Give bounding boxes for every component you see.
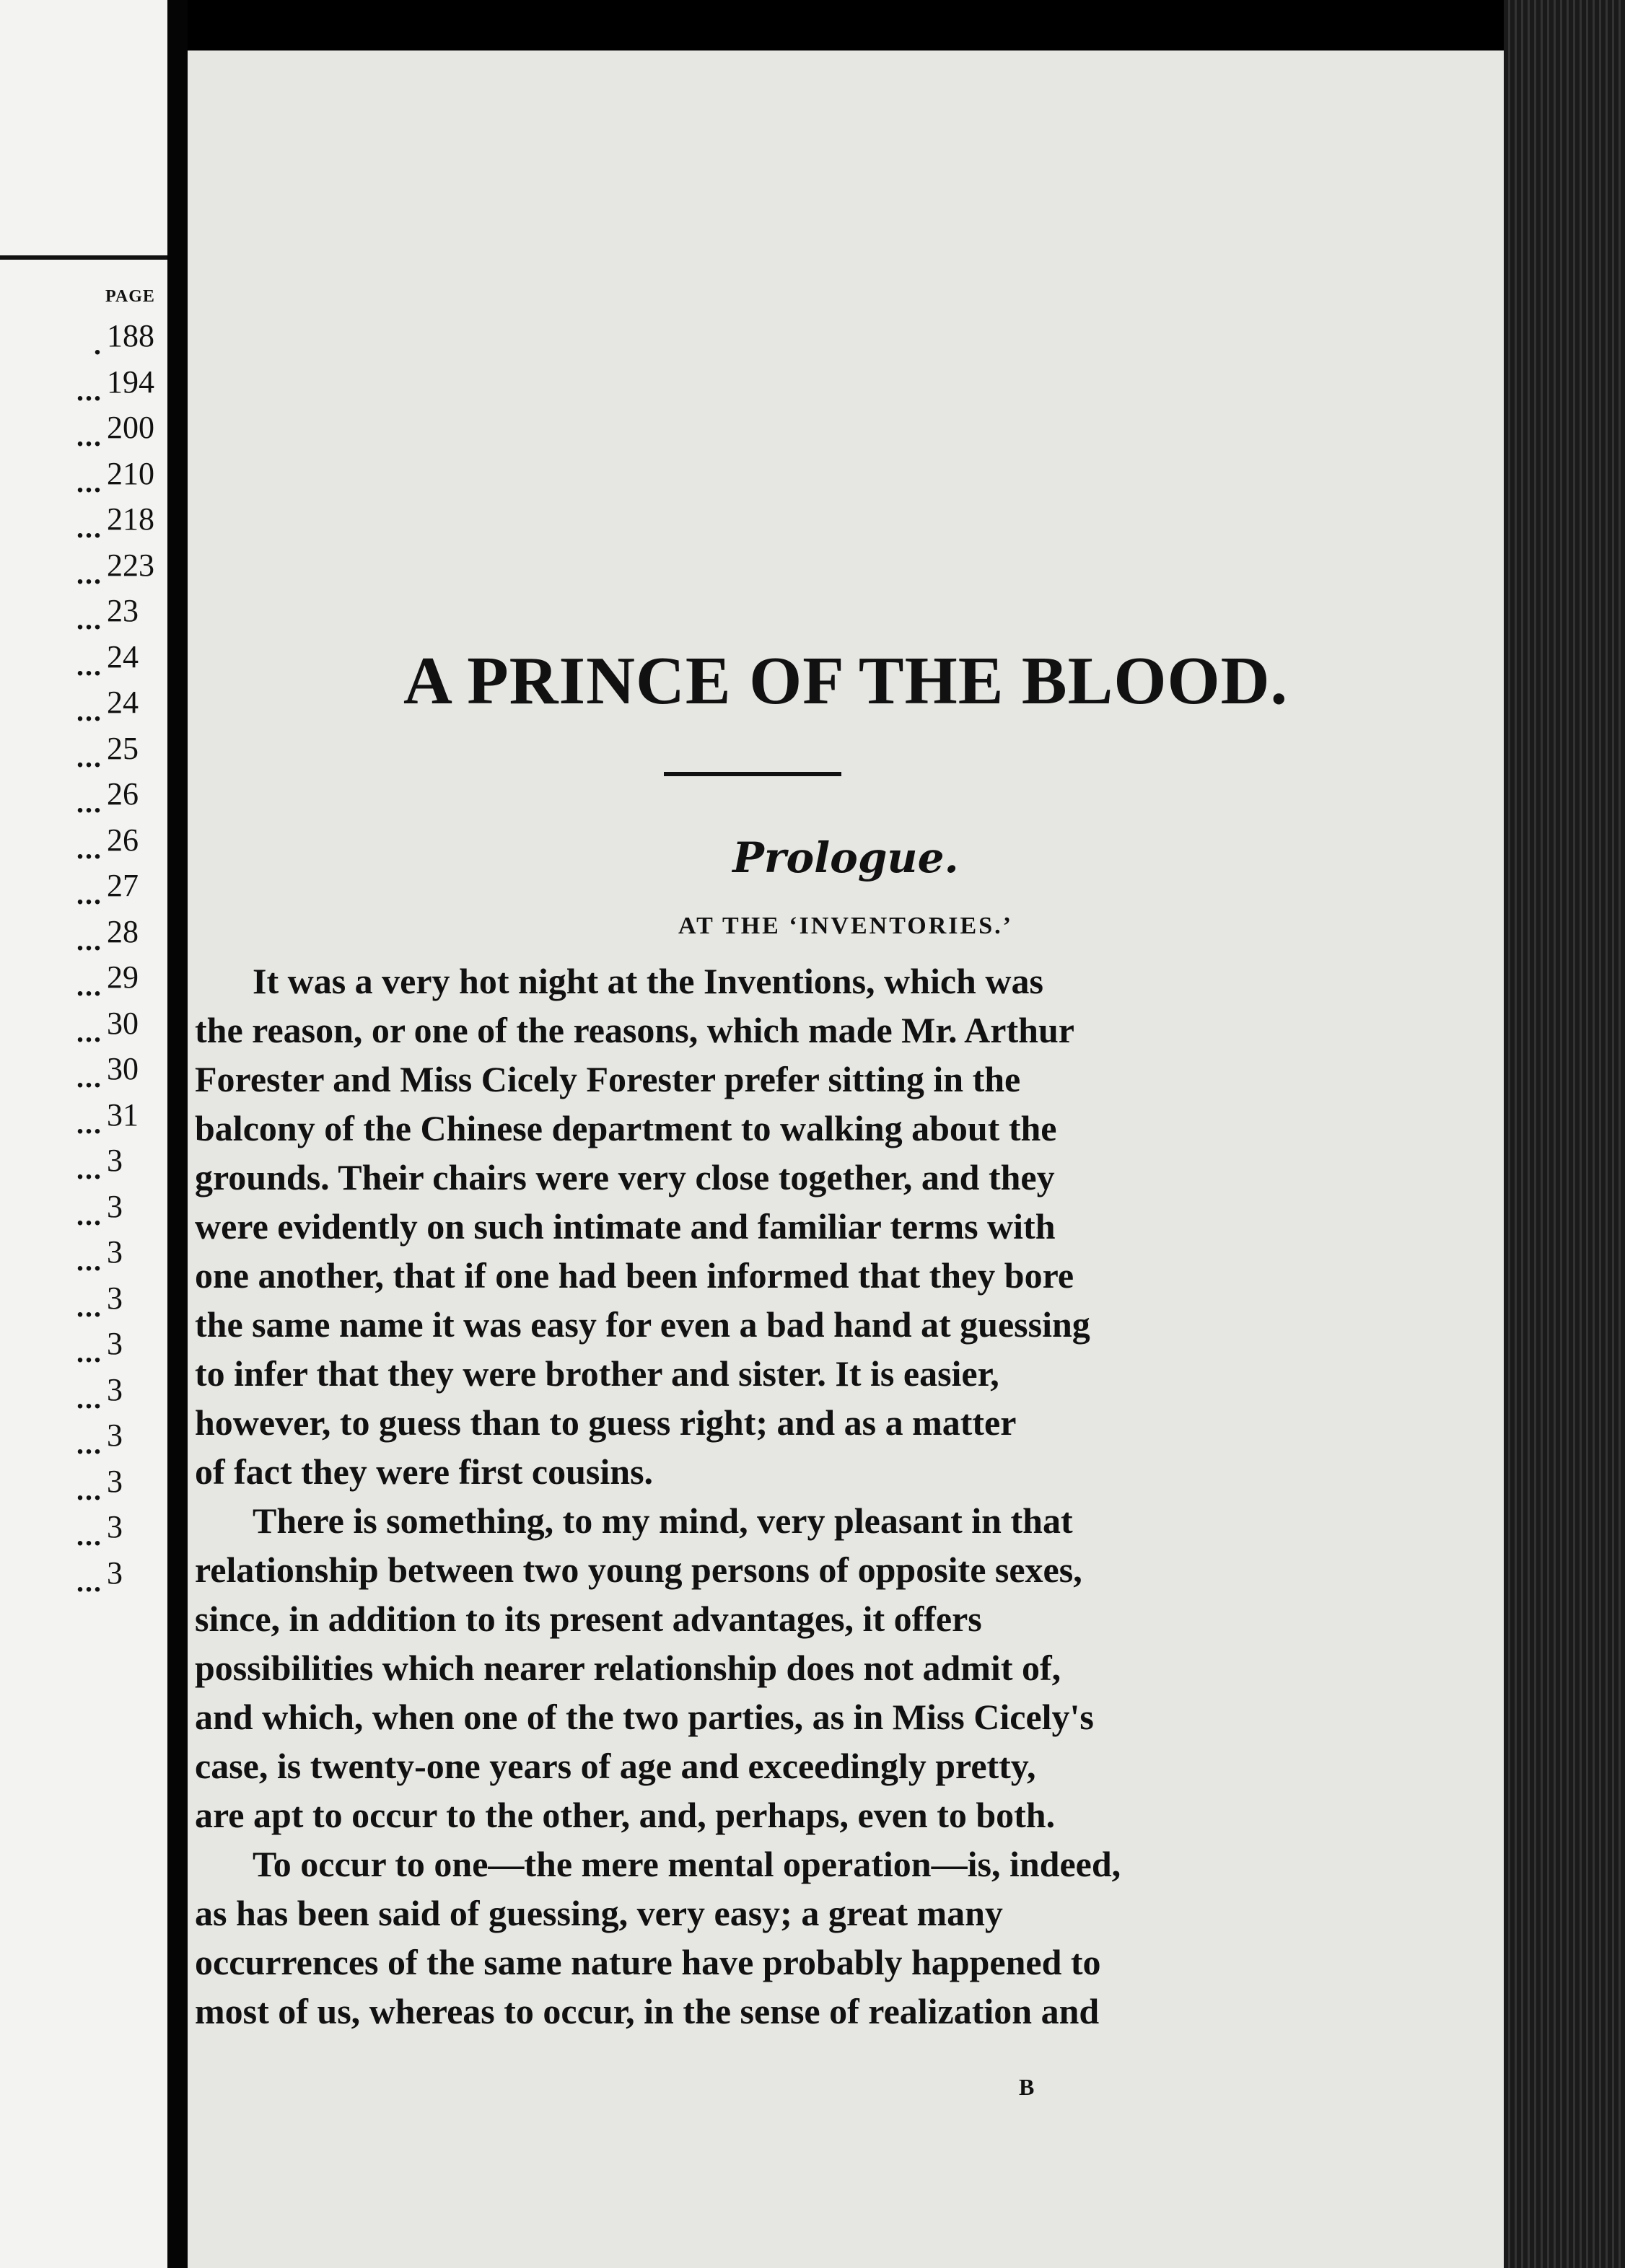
- text-line: since, in addition to its present advantages, it offers: [195, 1599, 982, 1639]
- page-edges: [1504, 0, 1625, 2268]
- leader-dots: ...: [76, 1336, 102, 1368]
- leader-dots: ...: [76, 786, 102, 819]
- text-line: balcony of the Chinese department to walking about the: [195, 1108, 1057, 1148]
- page-number: 30: [107, 1051, 139, 1086]
- contents-entry: [0, 501, 167, 551]
- page-column-label: PAGE: [105, 287, 155, 306]
- contents-entry: [0, 822, 167, 872]
- text-line: the reason, or one of the reasons, which made Mr. Arthur: [195, 1010, 1074, 1050]
- page-number: 3: [107, 1280, 123, 1316]
- text-line: most of us, whereas to occur, in the sense of realization and: [195, 1991, 1100, 2031]
- text-line: the same name it was easy for even a bad hand at guessing: [195, 1304, 1090, 1345]
- page-number: 3: [107, 1234, 123, 1270]
- contents-entry: [0, 1188, 167, 1239]
- leader-dots: ...: [76, 832, 102, 865]
- contents-entry: [0, 455, 167, 506]
- contents-entry: [0, 1050, 167, 1101]
- text-line: were evidently on such intimate and familiar terms with: [195, 1206, 1056, 1247]
- text-line: to infer that they were brother and sister. It is easier,: [195, 1353, 999, 1394]
- leader-dots: ...: [76, 1107, 102, 1140]
- page-number: 24: [107, 638, 139, 674]
- leader-dots: .: [94, 328, 102, 361]
- text-line: possibilities which nearer relationship does not admit of,: [195, 1648, 1061, 1688]
- contents-entry: [0, 1005, 167, 1055]
- text-line: one another, that if one had been informed that they bore: [195, 1255, 1074, 1296]
- leader-dots: ...: [76, 740, 102, 773]
- page-number: 210: [107, 455, 154, 491]
- leader-dots: ...: [76, 511, 102, 544]
- text-line: case, is twenty-one years of age and exceedingly pretty,: [195, 1746, 1036, 1786]
- contents-entry: [0, 1096, 167, 1147]
- text-line: as has been said of guessing, very easy; a great many: [195, 1893, 1003, 1933]
- contents-entry: [0, 959, 167, 1009]
- book-title: A PRINCE OF THE BLOOD.: [403, 643, 1288, 718]
- chapter-heading: AT THE ‘INVENTORIES.’: [678, 913, 1013, 939]
- contents-entry: [0, 1371, 167, 1422]
- contents-entry: [0, 409, 167, 460]
- page-number: 24: [107, 685, 139, 720]
- leader-dots: ...: [76, 649, 102, 682]
- page-number: 223: [107, 547, 154, 583]
- page-number: 31: [107, 1096, 139, 1133]
- section-heading: Prologue.: [732, 833, 959, 882]
- contents-entry: [0, 592, 167, 643]
- leader-dots: ...: [76, 374, 102, 407]
- contents-entry: [0, 867, 167, 918]
- contents-entry: [0, 364, 167, 414]
- page-number: 188: [107, 318, 154, 353]
- leader-dots: ...: [76, 420, 102, 452]
- leader-dots: ...: [76, 1565, 102, 1598]
- contents-entry: [0, 317, 167, 368]
- contents-entry: [0, 1555, 167, 1605]
- contents-entry: [0, 775, 167, 826]
- left-page-rule: [0, 255, 167, 260]
- page-number: 30: [107, 1005, 139, 1041]
- text-line: relationship between two young persons of opposite sexes,: [195, 1550, 1082, 1590]
- page-number: 3: [107, 1555, 123, 1591]
- leader-dots: ...: [76, 1061, 102, 1094]
- contents-entry: [0, 1142, 167, 1192]
- contents-entry: [0, 730, 167, 781]
- page-number: 26: [107, 776, 139, 812]
- text-line: and which, when one of the two parties, as in Miss Cicely's: [195, 1697, 1094, 1737]
- leader-dots: ...: [76, 1381, 102, 1415]
- book-page: [188, 50, 1504, 2268]
- leader-dots: ...: [76, 465, 102, 498]
- leader-dots: ...: [76, 603, 102, 636]
- contents-entry: [0, 1325, 167, 1376]
- text-line: To occur to one—the mere mental operation—is, indeed,: [253, 1844, 1121, 1884]
- leader-dots: ...: [76, 695, 102, 727]
- leader-dots: ...: [76, 1153, 102, 1185]
- text-line: of fact they were first cousins.: [195, 1451, 654, 1492]
- contents-entry: [0, 547, 167, 597]
- contents-entry: [0, 1234, 167, 1284]
- contents-entry: [0, 1417, 167, 1467]
- page-number: 29: [107, 959, 139, 995]
- text-line: It was a very hot night at the Inventions, which was: [253, 961, 1043, 1001]
- leader-dots: ...: [76, 1473, 102, 1506]
- page-number: 27: [107, 868, 139, 903]
- contents-entry: [0, 1508, 167, 1559]
- signature-mark: B: [1019, 2074, 1035, 2100]
- page-number: 3: [107, 1326, 123, 1361]
- text-line: are apt to occur to the other, and, perhaps, even to both.: [195, 1795, 1056, 1835]
- leader-dots: ...: [76, 923, 102, 957]
- leader-dots: ...: [76, 1015, 102, 1048]
- page-number: 3: [107, 1188, 123, 1224]
- page-number: 3: [107, 1418, 123, 1453]
- book-gutter: [167, 0, 188, 2268]
- page-number: 26: [107, 822, 139, 858]
- text-line: There is something, to my mind, very pleasant in that: [253, 1500, 1073, 1541]
- page-number: 3: [107, 1509, 123, 1544]
- leader-dots: ...: [76, 1428, 102, 1460]
- previous-page-strip: [0, 0, 167, 2268]
- leader-dots: ...: [76, 970, 102, 1002]
- page-number: 200: [107, 410, 154, 445]
- leader-dots: ...: [76, 1519, 102, 1552]
- title-rule: [664, 772, 841, 776]
- page-number: 3: [107, 1371, 123, 1407]
- page-number: 23: [107, 593, 139, 628]
- leader-dots: ...: [76, 1198, 102, 1231]
- leader-dots: ...: [76, 1290, 102, 1323]
- leader-dots: ...: [76, 557, 102, 590]
- text-line: grounds. Their chairs were very close together, and they: [195, 1157, 1055, 1197]
- text-line: Forester and Miss Cicely Forester prefer sitting in the: [195, 1059, 1021, 1099]
- text-line: occurrences of the same nature have probably happened to: [195, 1942, 1101, 1982]
- contents-entry: [0, 913, 167, 964]
- contents-entry: [0, 684, 167, 734]
- page-number: 28: [107, 913, 139, 949]
- contents-entry: [0, 638, 167, 689]
- page-number: 3: [107, 1463, 123, 1499]
- contents-entry: [0, 1280, 167, 1330]
- page-number: 3: [107, 1143, 123, 1178]
- page-number: 218: [107, 501, 154, 537]
- page-number: 25: [107, 730, 139, 766]
- leader-dots: ...: [76, 1244, 102, 1277]
- text-line: however, to guess than to guess right; and as a matter: [195, 1402, 1017, 1443]
- contents-entry: [0, 1463, 167, 1513]
- page-number: 194: [107, 364, 154, 400]
- leader-dots: ...: [76, 878, 102, 910]
